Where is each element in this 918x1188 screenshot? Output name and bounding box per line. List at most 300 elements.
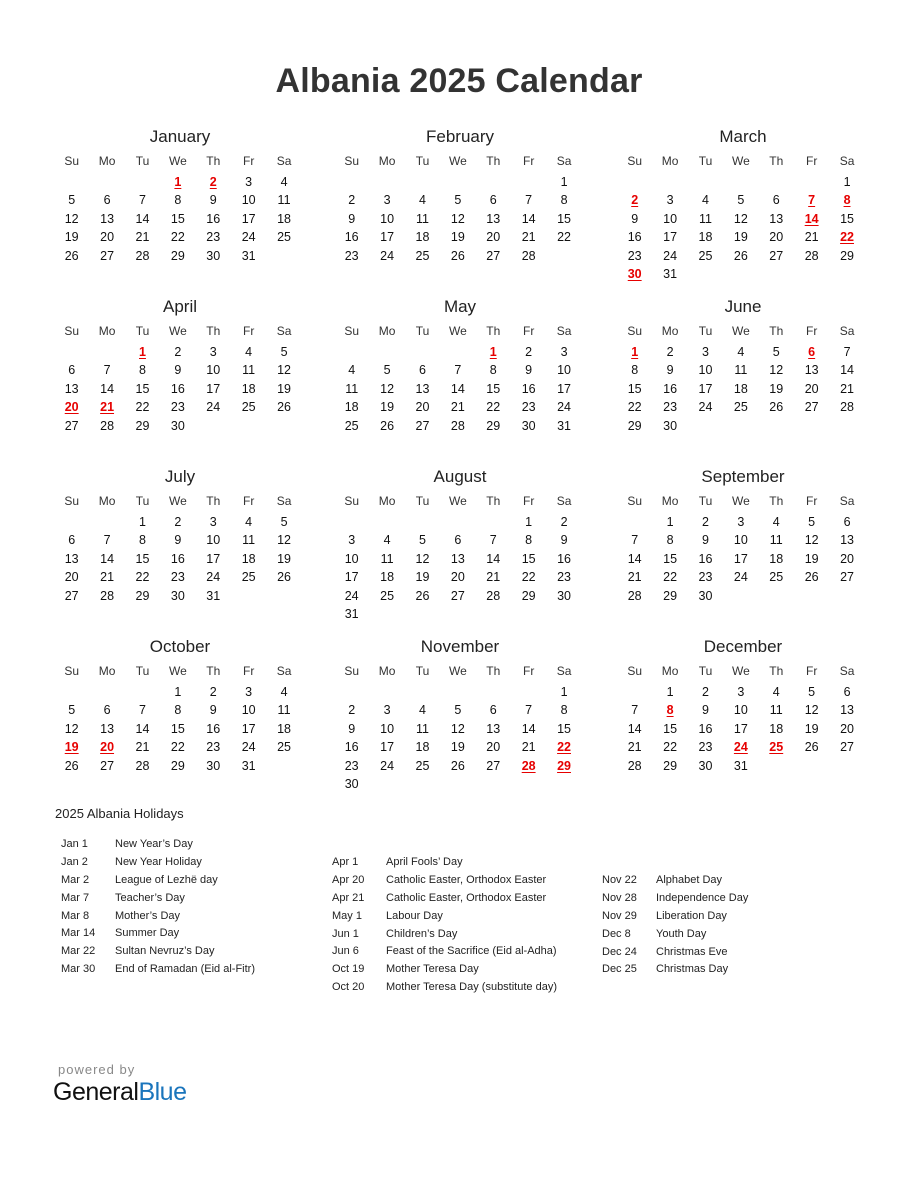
weekday-label: Sa	[839, 154, 855, 168]
day-cell: 8	[560, 193, 568, 208]
day-cell: 14	[486, 551, 501, 566]
weekday-label: Su	[344, 494, 360, 508]
weekday-label: Su	[627, 494, 643, 508]
day-cell: 12	[804, 533, 819, 548]
day-cell: 29	[170, 248, 185, 263]
weekday-label: Mo	[378, 154, 396, 168]
day-cell: 18	[277, 211, 291, 226]
day-grid	[617, 173, 869, 283]
day-cell: 4	[245, 515, 253, 529]
holiday-name: Catholic Easter, Orthodox Easter	[386, 873, 547, 886]
day-cell: 18	[769, 551, 784, 566]
holiday-item	[602, 944, 748, 962]
empty-cell	[405, 683, 440, 701]
weekday-label: Sa	[839, 324, 855, 338]
day-cell: 25	[241, 570, 256, 585]
day-cell: 25	[733, 400, 748, 415]
weekday-header	[334, 151, 586, 171]
day-cell: 3	[245, 175, 253, 189]
day-cell: 8	[666, 533, 674, 548]
day-cell: 28	[627, 758, 642, 773]
day-cell: 7	[631, 703, 639, 718]
day-cell: 28	[450, 418, 465, 433]
day-cell: 8	[631, 363, 639, 378]
day-cell: 15	[486, 381, 501, 396]
empty-cell	[89, 343, 124, 361]
day-cell: 29	[135, 418, 150, 433]
holiday-name: April Fools’ Day	[386, 856, 463, 868]
holiday-date: May 1	[332, 909, 362, 922]
weekday-label: Fr	[242, 324, 255, 338]
day-cell: 4	[383, 533, 391, 548]
weekday-label: Sa	[839, 494, 855, 508]
day-cell: 22	[627, 400, 642, 415]
holiday-day-cell: 1	[139, 345, 146, 359]
day-cell: 17	[380, 740, 395, 755]
day-cell: 26	[769, 400, 784, 415]
day-cell: 12	[450, 211, 465, 226]
holiday-date: Mar 30	[61, 963, 96, 976]
day-cell: 30	[206, 248, 221, 263]
holidays-column	[61, 836, 255, 979]
day-cell: 23	[344, 758, 359, 773]
day-cell: 11	[242, 363, 256, 378]
day-cell: 1	[174, 685, 182, 699]
day-cell: 26	[277, 570, 291, 585]
day-cell: 1	[139, 515, 146, 529]
day-cell: 26	[450, 758, 465, 773]
empty-cell	[125, 173, 160, 191]
day-cell: 11	[277, 193, 291, 208]
weekday-label: Sa	[276, 154, 292, 168]
day-cell: 21	[135, 740, 150, 755]
day-cell: 23	[521, 400, 536, 415]
day-cell: 31	[663, 266, 678, 281]
day-cell: 8	[174, 703, 182, 718]
day-grid	[54, 173, 306, 265]
day-cell: 23	[170, 400, 185, 415]
month-july	[54, 466, 306, 605]
day-cell: 5	[280, 515, 288, 529]
day-cell: 23	[627, 248, 642, 263]
day-grid	[334, 683, 586, 793]
day-cell: 13	[100, 211, 115, 226]
week-row	[54, 228, 306, 246]
month-name: March	[719, 127, 767, 146]
day-grid	[617, 343, 869, 435]
day-cell: 29	[521, 588, 536, 603]
day-cell: 8	[525, 533, 533, 548]
month-name: August	[433, 467, 487, 486]
week-row	[334, 398, 586, 416]
day-grid	[617, 683, 869, 775]
empty-cell	[369, 513, 404, 531]
holiday-day-cell: 14	[804, 211, 819, 226]
day-cell: 18	[698, 230, 713, 245]
weekday-label: Tu	[135, 664, 150, 678]
day-cell: 31	[206, 588, 221, 603]
day-cell: 1	[666, 685, 674, 699]
day-cell: 28	[627, 588, 642, 603]
day-cell: 25	[415, 758, 430, 773]
day-cell: 31	[557, 418, 571, 433]
weekday-label: We	[448, 154, 467, 168]
weekday-label: Mo	[661, 664, 679, 678]
day-cell: 11	[415, 721, 429, 736]
day-cell: 20	[486, 230, 501, 245]
day-cell: 24	[344, 588, 359, 603]
day-cell: 19	[769, 381, 784, 396]
day-cell: 1	[560, 685, 568, 699]
day-cell: 13	[415, 381, 430, 396]
day-cell: 16	[627, 230, 642, 245]
empty-cell	[369, 343, 404, 361]
day-cell: 14	[627, 551, 642, 566]
day-cell: 14	[135, 211, 150, 226]
day-cell: 2	[525, 345, 533, 359]
day-cell: 30	[698, 758, 713, 773]
day-cell: 8	[139, 533, 146, 548]
day-cell: 2	[174, 515, 182, 529]
holiday-item	[602, 872, 748, 890]
day-cell: 16	[170, 381, 185, 396]
week-row	[617, 210, 869, 228]
day-cell: 9	[702, 703, 709, 718]
weekday-label: Mo	[98, 154, 116, 168]
week-row	[617, 513, 869, 531]
week-row	[617, 247, 869, 265]
day-cell: 17	[380, 230, 395, 245]
day-cell: 15	[627, 381, 642, 396]
day-cell: 29	[840, 248, 854, 263]
week-row	[334, 531, 586, 549]
day-cell: 27	[64, 418, 79, 433]
holiday-date: Apr 20	[332, 873, 365, 886]
day-cell: 26	[804, 570, 819, 585]
day-cell: 2	[209, 685, 217, 699]
day-cell: 11	[345, 381, 359, 396]
day-cell: 8	[489, 363, 497, 378]
day-cell: 29	[663, 588, 678, 603]
day-cell: 8	[174, 193, 182, 208]
day-cell: 19	[733, 230, 748, 245]
day-cell: 28	[135, 248, 150, 263]
weekday-header	[617, 151, 869, 171]
holiday-item	[61, 890, 255, 908]
day-cell: 22	[170, 230, 185, 245]
holiday-name: Sultan Nevruz’s Day	[115, 945, 215, 958]
day-cell: 31	[733, 758, 748, 773]
holiday-name: Mother Teresa Day	[386, 963, 479, 976]
day-cell: 16	[170, 551, 185, 566]
holiday-day-cell: 8	[666, 703, 674, 718]
day-cell: 12	[64, 721, 79, 736]
holiday-date: Jan 2	[61, 855, 88, 868]
weekday-label: Sa	[276, 494, 292, 508]
month-name: September	[701, 467, 785, 486]
empty-cell	[334, 173, 369, 191]
day-cell: 22	[486, 400, 501, 415]
week-row	[617, 228, 869, 246]
day-cell: 5	[454, 703, 462, 718]
day-cell: 22	[557, 230, 571, 245]
weekday-label: Sa	[556, 324, 572, 338]
weekday-label: Mo	[661, 324, 679, 338]
day-cell: 21	[521, 740, 536, 755]
holiday-name: Alphabet Day	[656, 874, 723, 886]
weekday-label: We	[448, 664, 467, 678]
weekday-label: Tu	[415, 324, 430, 338]
day-cell: 9	[174, 363, 182, 378]
day-cell: 12	[415, 551, 430, 566]
holiday-day-cell: 8	[843, 193, 851, 208]
day-grid	[54, 683, 306, 775]
day-cell: 19	[804, 721, 819, 736]
month-name: May	[443, 297, 477, 316]
day-cell: 25	[380, 588, 395, 603]
weekday-label: Tu	[415, 664, 430, 678]
day-cell: 17	[698, 381, 713, 396]
day-grid	[54, 343, 306, 435]
day-cell: 29	[170, 758, 185, 773]
day-cell: 17	[206, 381, 221, 396]
weekday-label: Fr	[805, 494, 818, 508]
weekday-label: Th	[486, 324, 501, 338]
day-cell: 25	[277, 740, 291, 755]
week-row	[334, 683, 586, 701]
holiday-day-cell: 1	[174, 175, 182, 189]
weekday-label: Sa	[556, 494, 572, 508]
day-cell: 11	[277, 703, 291, 718]
empty-cell	[652, 173, 687, 191]
day-cell: 21	[627, 740, 642, 755]
weekday-label: We	[168, 154, 187, 168]
day-cell: 5	[808, 515, 816, 529]
holiday-day-cell: 30	[627, 266, 642, 281]
weekday-label: Tu	[135, 154, 150, 168]
week-row	[617, 173, 869, 191]
holiday-date: Nov 29	[602, 909, 637, 922]
day-cell: 15	[521, 551, 536, 566]
week-row	[334, 550, 586, 568]
day-cell: 20	[100, 230, 115, 245]
week-row	[334, 191, 586, 209]
empty-cell	[476, 173, 511, 191]
week-row	[54, 720, 306, 738]
day-cell: 24	[557, 400, 571, 415]
day-cell: 12	[733, 211, 748, 226]
day-cell: 13	[840, 703, 854, 718]
day-cell: 26	[733, 248, 748, 263]
weekday-label: Sa	[839, 664, 855, 678]
empty-cell	[476, 683, 511, 701]
day-cell: 19	[277, 551, 291, 566]
day-cell: 15	[135, 381, 150, 396]
month-october	[54, 636, 306, 775]
day-cell: 13	[64, 551, 79, 566]
month-name: December	[703, 637, 783, 656]
weekday-label: Mo	[378, 324, 396, 338]
day-cell: 31	[344, 606, 359, 621]
weekday-label: Th	[769, 324, 784, 338]
day-cell: 22	[135, 400, 150, 415]
day-cell: 17	[733, 721, 748, 736]
day-cell: 14	[100, 551, 115, 566]
empty-cell	[125, 683, 160, 701]
day-cell: 4	[737, 345, 745, 359]
empty-cell	[405, 513, 440, 531]
day-cell: 2	[174, 345, 182, 359]
day-cell: 10	[206, 533, 221, 548]
weekday-label: Fr	[805, 664, 818, 678]
day-cell: 27	[415, 418, 430, 433]
day-cell: 24	[206, 570, 221, 585]
day-cell: 3	[702, 345, 709, 359]
weekday-label: Th	[206, 494, 221, 508]
day-cell: 6	[68, 363, 76, 378]
week-row	[54, 531, 306, 549]
week-row	[334, 568, 586, 586]
holiday-name: New Year Holiday	[115, 855, 202, 868]
day-cell: 4	[245, 345, 253, 359]
day-cell: 20	[769, 230, 784, 245]
day-cell: 8	[139, 363, 146, 378]
holiday-item	[61, 854, 255, 872]
day-cell: 10	[698, 363, 713, 378]
weekday-label: Th	[486, 494, 501, 508]
weekday-label: Tu	[415, 494, 430, 508]
holiday-date: Dec 8	[602, 927, 631, 940]
day-cell: 19	[804, 551, 819, 566]
week-row	[334, 228, 586, 246]
day-cell: 27	[840, 570, 854, 585]
holiday-name: End of Ramadan (Eid al-Fitr)	[115, 963, 255, 976]
day-cell: 22	[663, 570, 678, 585]
day-cell: 15	[840, 211, 854, 226]
weekday-label: Su	[627, 154, 643, 168]
empty-cell	[440, 513, 475, 531]
weekday-label: We	[731, 494, 750, 508]
day-cell: 9	[631, 211, 639, 226]
day-cell: 13	[769, 211, 784, 226]
day-cell: 2	[348, 703, 356, 718]
day-cell: 14	[521, 721, 536, 736]
day-cell: 1	[525, 515, 533, 529]
weekday-label: Th	[486, 664, 501, 678]
day-cell: 12	[277, 533, 291, 548]
empty-cell	[440, 683, 475, 701]
weekday-label: Fr	[242, 494, 255, 508]
day-cell: 20	[840, 551, 854, 566]
week-row	[334, 173, 586, 191]
day-grid	[617, 513, 869, 605]
weekday-label: Fr	[522, 664, 535, 678]
empty-cell	[369, 683, 404, 701]
day-cell: 23	[206, 740, 221, 755]
day-cell: 19	[380, 400, 395, 415]
holiday-day-cell: 20	[100, 740, 115, 755]
day-cell: 9	[348, 721, 356, 736]
day-cell: 4	[280, 685, 288, 699]
day-grid	[334, 513, 586, 623]
day-cell: 7	[103, 363, 111, 378]
day-cell: 18	[415, 740, 430, 755]
holiday-day-cell: 6	[808, 345, 816, 359]
day-cell: 11	[698, 211, 712, 226]
day-cell: 24	[380, 758, 395, 773]
day-cell: 4	[419, 193, 426, 208]
day-cell: 30	[557, 588, 571, 603]
weekday-label: Mo	[661, 154, 679, 168]
week-row	[54, 398, 306, 416]
day-cell: 11	[415, 211, 429, 226]
weekday-header	[617, 661, 869, 681]
day-cell: 18	[380, 570, 395, 585]
empty-cell	[617, 513, 652, 531]
day-cell: 22	[135, 570, 150, 585]
day-cell: 28	[521, 248, 536, 263]
day-cell: 17	[557, 381, 571, 396]
month-september	[617, 466, 869, 605]
empty-cell	[334, 343, 369, 361]
holiday-date: Apr 21	[332, 891, 365, 904]
month-name: January	[149, 127, 211, 146]
weekday-label: Tu	[415, 154, 430, 168]
day-cell: 6	[68, 533, 76, 548]
day-cell: 21	[486, 570, 501, 585]
empty-cell	[369, 173, 404, 191]
weekday-label: Th	[206, 324, 221, 338]
month-december	[617, 636, 869, 775]
weekday-label: We	[448, 494, 467, 508]
day-cell: 3	[383, 703, 391, 718]
week-row	[334, 757, 586, 775]
week-row	[617, 531, 869, 549]
day-cell: 3	[737, 685, 745, 699]
day-cell: 2	[560, 515, 568, 529]
day-cell: 30	[206, 758, 221, 773]
week-row	[54, 210, 306, 228]
generalblue-logo[interactable]	[53, 1078, 187, 1107]
day-cell: 29	[627, 418, 642, 433]
day-cell: 5	[454, 193, 462, 208]
holiday-day-cell: 2	[631, 193, 639, 208]
holiday-name: New Year’s Day	[115, 838, 193, 850]
day-cell: 9	[209, 193, 217, 208]
week-row	[54, 380, 306, 398]
holiday-date: Mar 7	[61, 891, 90, 904]
day-cell: 12	[380, 381, 395, 396]
empty-cell	[334, 513, 369, 531]
week-row	[617, 343, 869, 361]
day-cell: 15	[170, 721, 185, 736]
month-name: April	[162, 297, 197, 316]
holidays-column	[602, 872, 748, 979]
day-cell: 24	[206, 400, 221, 415]
day-cell: 5	[772, 345, 780, 359]
week-row	[334, 417, 586, 435]
day-cell: 30	[521, 418, 536, 433]
holiday-name: Independence Day	[656, 891, 749, 904]
day-cell: 6	[454, 533, 462, 548]
day-cell: 30	[170, 418, 185, 433]
day-cell: 22	[521, 570, 536, 585]
day-cell: 30	[344, 776, 359, 791]
holiday-item	[61, 943, 255, 961]
week-row	[334, 380, 586, 398]
day-cell: 24	[698, 400, 713, 415]
day-cell: 30	[663, 418, 678, 433]
